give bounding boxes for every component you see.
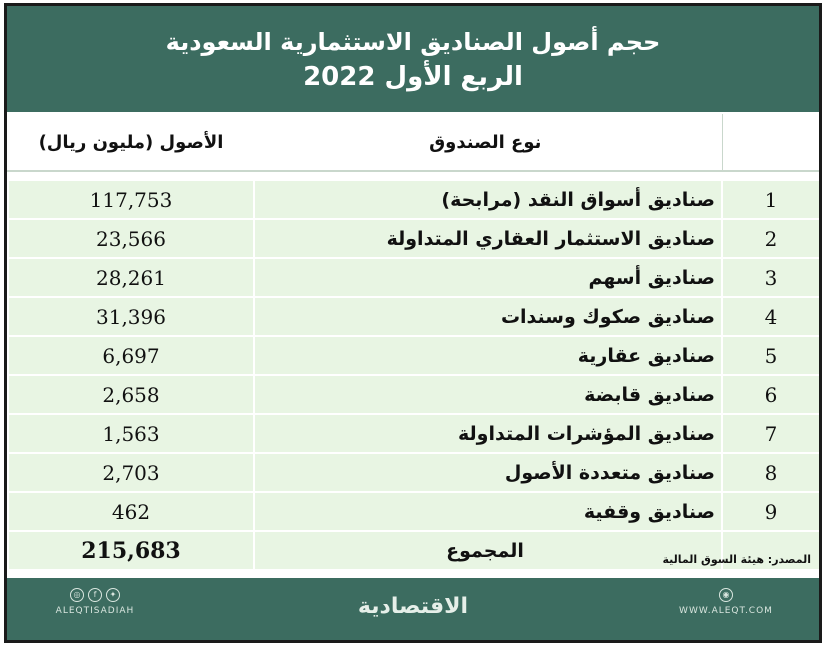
total-label: المجموع	[254, 531, 722, 570]
asset-value: 2,658	[8, 375, 254, 414]
twitter-icon[interactable]: ✦	[106, 588, 120, 602]
asset-value: 462	[8, 492, 254, 531]
asset-value: 2,703	[8, 453, 254, 492]
fund-name: صناديق الاستثمار العقاري المتداولة	[254, 219, 722, 258]
facebook-icon[interactable]: f	[88, 588, 102, 602]
row-number: 5	[722, 336, 820, 375]
header-fund-type: نوع الصندوق	[254, 113, 722, 171]
asset-value: 31,396	[8, 297, 254, 336]
web-icon: ◉	[719, 588, 733, 602]
row-number: 9	[722, 492, 820, 531]
chart-subtitle: الربع الأول 2022	[303, 62, 523, 92]
social-handle[interactable]: ALEQTISADIAH	[55, 606, 135, 616]
header-index	[722, 113, 820, 171]
table-row	[8, 180, 820, 219]
table-row	[8, 492, 820, 531]
table-row	[8, 258, 820, 297]
row-number: 7	[722, 414, 820, 453]
row-number: 4	[722, 297, 820, 336]
fund-name: صناديق قابضة	[254, 375, 722, 414]
asset-value: 117,753	[8, 180, 254, 219]
fund-name: صناديق صكوك وسندات	[254, 297, 722, 336]
header-assets: الأصول (مليون ريال)	[8, 113, 254, 171]
website-link[interactable]: WWW.ALEQT.COM	[679, 606, 773, 616]
asset-value: 28,261	[8, 258, 254, 297]
row-number: 2	[722, 219, 820, 258]
table-row	[8, 336, 820, 375]
fund-name: صناديق عقارية	[254, 336, 722, 375]
source-note: المصدر: هيئة السوق المالية	[662, 553, 811, 566]
instagram-icon[interactable]: ◎	[70, 588, 84, 602]
fund-name: صناديق متعددة الأصول	[254, 453, 722, 492]
brand-logo: الاقتصادية	[357, 594, 469, 619]
funds-table	[7, 112, 821, 571]
footer-bar	[7, 578, 819, 640]
total-value: 215,683	[8, 531, 254, 570]
table-row	[8, 453, 820, 492]
asset-value: 1,563	[8, 414, 254, 453]
infographic-frame	[4, 3, 822, 643]
website-block	[661, 588, 791, 616]
chart-title: حجم أصول الصناديق الاستثمارية السعودية	[165, 28, 661, 56]
fund-name: صناديق وقفية	[254, 492, 722, 531]
fund-name: صناديق أسواق النقد (مرابحة)	[254, 180, 722, 219]
table-row	[8, 375, 820, 414]
asset-value: 6,697	[8, 336, 254, 375]
table-header-row	[8, 113, 820, 171]
title-banner	[7, 6, 819, 112]
row-number: 6	[722, 375, 820, 414]
header-gap	[8, 171, 820, 180]
table-row	[8, 297, 820, 336]
asset-value: 23,566	[8, 219, 254, 258]
fund-name: صناديق أسهم	[254, 258, 722, 297]
fund-name: صناديق المؤشرات المتداولة	[254, 414, 722, 453]
table-row	[8, 219, 820, 258]
row-number: 3	[722, 258, 820, 297]
row-number: 8	[722, 453, 820, 492]
row-number: 1	[722, 180, 820, 219]
table-row	[8, 414, 820, 453]
